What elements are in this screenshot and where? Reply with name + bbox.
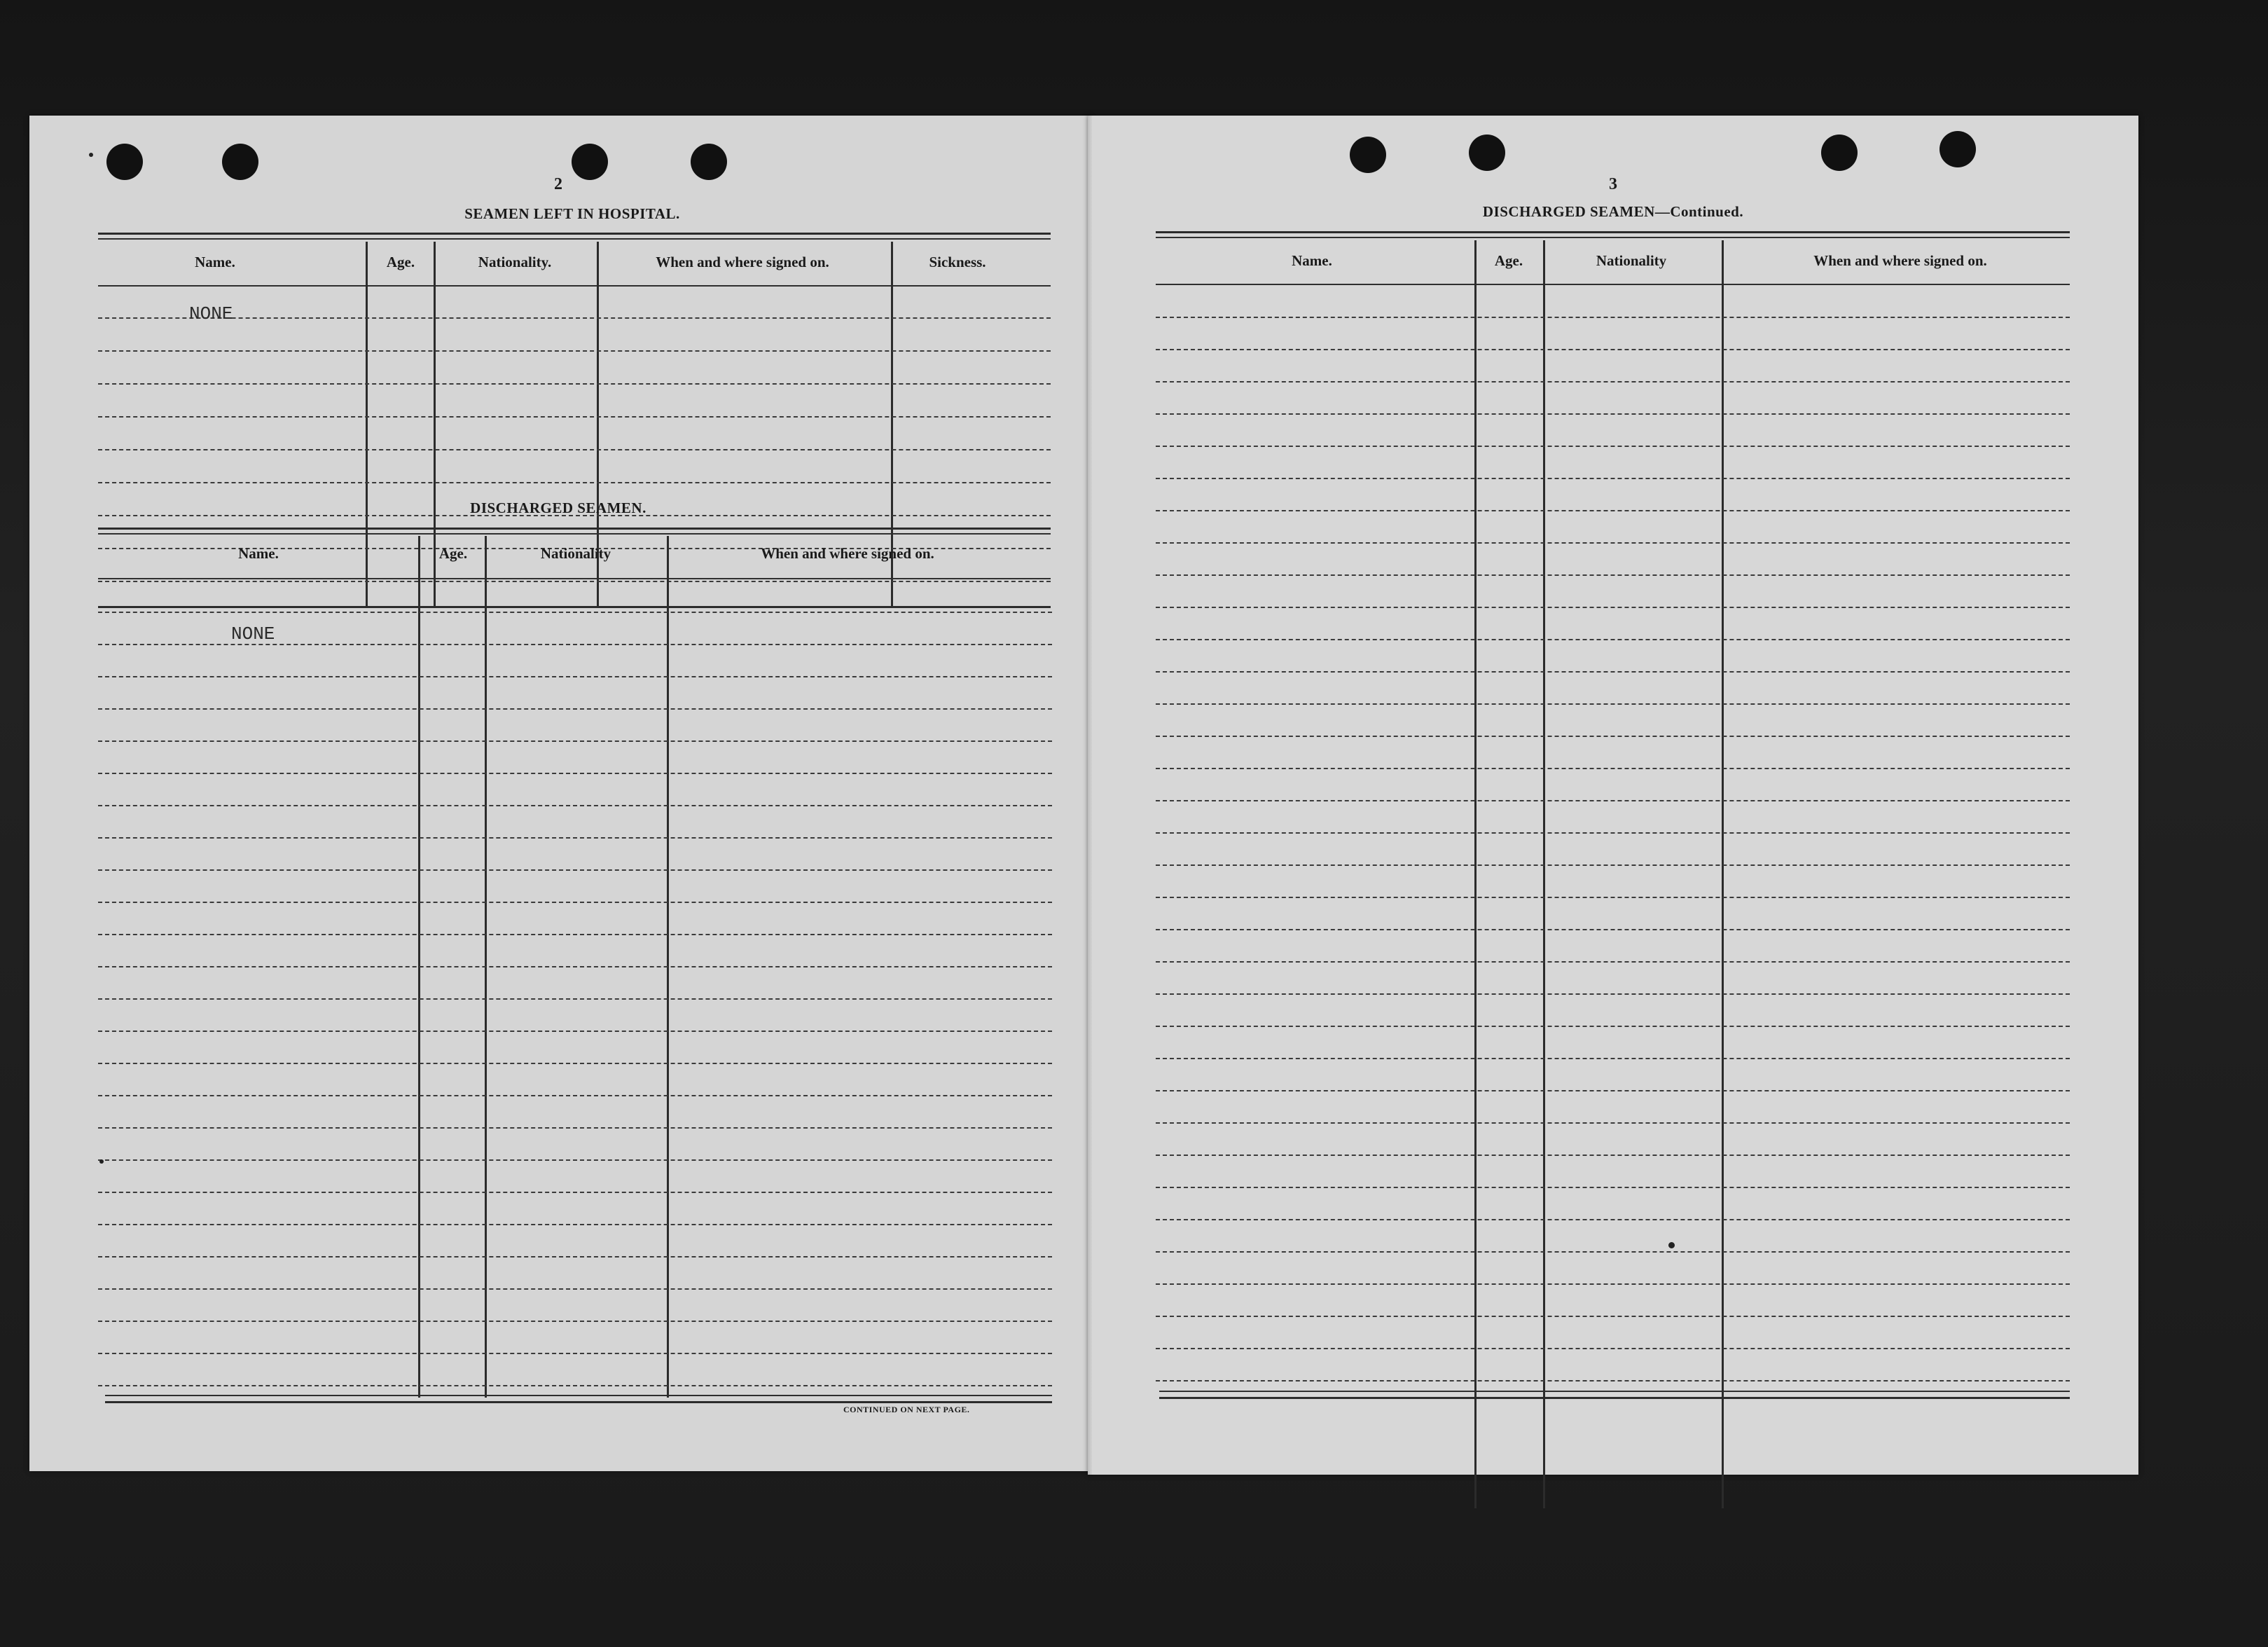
right-row-line — [1156, 1187, 2070, 1188]
hospital-row-line — [98, 416, 1051, 418]
right-row-line — [1156, 832, 2070, 834]
right-row-line — [1156, 639, 2070, 640]
discharged-row-line — [98, 1159, 1052, 1161]
right-col-nationality: Nationality — [1596, 252, 1667, 269]
right-row-line — [1156, 1348, 2070, 1349]
hospital-entry-none: NONE — [189, 303, 233, 324]
right-row-line — [1156, 1283, 2070, 1285]
discharged-continued-title: DISCHARGED SEAMEN—Continued. — [1482, 203, 1744, 220]
hospital-col-sickness: Sickness. — [929, 254, 986, 270]
discharged-row-line — [98, 1321, 1052, 1322]
discharged-col-nationality: Nationality — [540, 545, 611, 562]
right-row-line — [1156, 413, 2070, 415]
discharged-bottom-rule-heavy — [105, 1401, 1052, 1403]
binding-fold — [1088, 116, 1092, 1475]
hospital-col-nationality: Nationality. — [478, 254, 552, 270]
discharged-row-line — [98, 869, 1052, 871]
right-col-signed-on: When and where signed on. — [1813, 252, 1987, 269]
hospital-top-rule — [98, 233, 1051, 235]
discharged-row-line — [98, 902, 1052, 903]
right-top-rule-thin — [1156, 237, 2070, 238]
discharged-row-line — [98, 1095, 1052, 1096]
punch-hole — [1469, 135, 1505, 171]
discharged-row-line — [98, 1385, 1052, 1386]
right-row-line — [1156, 929, 2070, 930]
discharged-row-line — [98, 1224, 1052, 1225]
hospital-col-signed-on: When and where signed on. — [656, 254, 829, 270]
discharged-row-line — [98, 1288, 1052, 1290]
hospital-divider-2 — [434, 242, 436, 606]
right-row-line — [1156, 478, 2070, 479]
discharged-col-age: Age. — [438, 545, 468, 562]
discharged-row-line — [98, 1031, 1052, 1032]
right-row-line — [1156, 703, 2070, 705]
discharged-row-line — [98, 644, 1052, 645]
right-row-line — [1156, 736, 2070, 737]
right-row-line — [1156, 961, 2070, 963]
punch-hole — [691, 144, 727, 180]
right-row-line — [1156, 446, 2070, 447]
right-row-line — [1156, 1316, 2070, 1317]
discharged-row-line — [98, 998, 1052, 1000]
hospital-col-age: Age. — [386, 254, 415, 270]
right-row-line — [1156, 993, 2070, 995]
right-row-line — [1156, 607, 2070, 608]
discharged-row-line — [98, 773, 1052, 774]
discharged-row-line — [98, 966, 1052, 967]
right-row-line — [1156, 1122, 2070, 1124]
page-number: 2 — [554, 175, 562, 193]
right-row-line — [1156, 1380, 2070, 1381]
discharged-bottom-rule — [105, 1395, 1052, 1396]
left-page — [29, 116, 1091, 1471]
discharged-row-line — [98, 708, 1052, 710]
right-divider-1 — [1474, 240, 1477, 1508]
scan-speck — [1668, 1242, 1675, 1248]
discharged-col-signed-on: When and where signed on. — [761, 545, 934, 562]
hospital-row-line — [98, 317, 1051, 319]
discharged-section-title: DISCHARGED SEAMEN. — [470, 499, 646, 516]
hospital-bottom-rule — [98, 606, 1051, 608]
punch-hole — [106, 144, 143, 180]
punch-hole — [572, 144, 608, 180]
discharged-row-line — [98, 1192, 1052, 1193]
scan-speck — [99, 1159, 104, 1164]
continued-note: CONTINUED ON NEXT PAGE. — [843, 1405, 970, 1414]
page-number: 3 — [1609, 175, 1617, 193]
discharged-entry-none: NONE — [231, 623, 275, 645]
hospital-row-line — [98, 383, 1051, 385]
discharged-col-name: Name. — [238, 545, 279, 562]
right-row-line — [1156, 864, 2070, 866]
discharged-row-line — [98, 676, 1052, 677]
right-divider-2 — [1543, 240, 1545, 1508]
hospital-header-rule — [98, 285, 1051, 287]
discharged-row-line — [98, 1353, 1052, 1354]
discharged-row-line — [98, 1256, 1052, 1257]
right-row-line — [1156, 542, 2070, 544]
punch-hole — [1939, 131, 1976, 167]
right-bottom-rule-heavy — [1159, 1397, 2070, 1399]
right-row-line — [1156, 574, 2070, 576]
right-row-line — [1156, 1058, 2070, 1059]
discharged-row-line — [98, 1127, 1052, 1129]
right-row-line — [1156, 768, 2070, 769]
punch-hole — [222, 144, 258, 180]
right-row-line — [1156, 671, 2070, 673]
hospital-row-line — [98, 482, 1051, 483]
right-row-line — [1156, 1251, 2070, 1253]
discharged-row-line — [98, 1063, 1052, 1064]
punch-hole — [1821, 135, 1858, 171]
right-row-line — [1156, 381, 2070, 383]
punch-hole — [1350, 137, 1386, 173]
discharged-row-line — [98, 837, 1052, 839]
right-row-line — [1156, 1026, 2070, 1027]
right-row-line — [1156, 1090, 2070, 1091]
right-divider-3 — [1722, 240, 1724, 1508]
hospital-col-name: Name. — [195, 254, 235, 270]
right-row-line — [1156, 1155, 2070, 1156]
discharged-row-line — [98, 805, 1052, 806]
discharged-top-rule-thin — [98, 533, 1051, 535]
right-page — [1088, 116, 2138, 1475]
right-row-line — [1156, 897, 2070, 898]
right-col-age: Age. — [1494, 252, 1523, 269]
hospital-row-line — [98, 449, 1051, 450]
hospital-divider-1 — [366, 242, 368, 606]
right-col-name: Name. — [1292, 252, 1332, 269]
right-top-rule — [1156, 231, 2070, 233]
right-row-line — [1156, 510, 2070, 511]
right-row-line — [1156, 1219, 2070, 1220]
right-row-line — [1156, 349, 2070, 350]
hospital-row-line — [98, 350, 1051, 352]
discharged-top-rule — [98, 528, 1051, 530]
discharged-row-line — [98, 740, 1052, 742]
scan-speck — [89, 153, 93, 157]
right-row-line — [1156, 317, 2070, 318]
discharged-row-line — [98, 612, 1052, 613]
right-row-line — [1156, 800, 2070, 801]
discharged-row-line — [98, 934, 1052, 935]
right-bottom-rule — [1159, 1391, 2070, 1392]
discharged-header-rule — [98, 578, 1051, 579]
hospital-section-title: SEAMEN LEFT IN HOSPITAL. — [464, 205, 680, 222]
right-header-rule — [1156, 284, 2070, 285]
hospital-top-rule-thin — [98, 238, 1051, 240]
hospital-row-line — [98, 581, 1051, 582]
